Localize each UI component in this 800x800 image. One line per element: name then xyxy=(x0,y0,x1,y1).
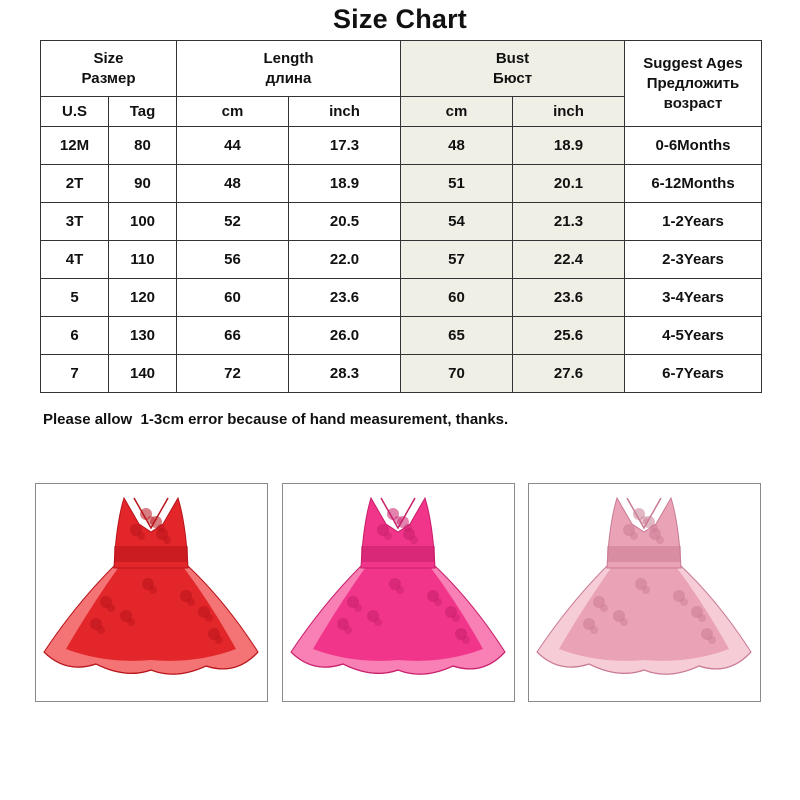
cell-bust-cm: 57 xyxy=(401,241,513,279)
cell-us: 4T xyxy=(41,241,109,279)
cell-us: 6 xyxy=(41,317,109,355)
dress-illustration xyxy=(529,484,760,701)
cell-ages: 6-7Years xyxy=(625,355,762,393)
cell-ages: 3-4Years xyxy=(625,279,762,317)
length-header-en: Length xyxy=(263,49,314,67)
table-header-row xyxy=(41,41,762,97)
size-header xyxy=(41,41,177,97)
bust-header xyxy=(401,41,625,97)
subheader-us: U.S xyxy=(41,97,109,127)
dress-illustration xyxy=(36,484,267,701)
cell-bust-inch: 20.1 xyxy=(513,165,625,203)
cell-tag: 140 xyxy=(109,355,177,393)
cell-ages: 2-3Years xyxy=(625,241,762,279)
cell-ages: 0-6Months xyxy=(625,127,762,165)
cell-length-cm: 52 xyxy=(177,203,289,241)
page-title: Size Chart xyxy=(332,4,468,34)
cell-bust-inch: 22.4 xyxy=(513,241,625,279)
cell-length-inch: 20.5 xyxy=(289,203,401,241)
subheader-length-inch: inch xyxy=(289,97,401,127)
cell-bust-inch: 21.3 xyxy=(513,203,625,241)
cell-bust-cm: 65 xyxy=(401,317,513,355)
table-row xyxy=(41,127,762,165)
cell-length-cm: 56 xyxy=(177,241,289,279)
dress-photo-pink xyxy=(528,483,761,702)
table-row xyxy=(41,203,762,241)
cell-us: 2T xyxy=(41,165,109,203)
cell-bust-cm: 51 xyxy=(401,165,513,203)
cell-us: 5 xyxy=(41,279,109,317)
cell-tag: 110 xyxy=(109,241,177,279)
table-row xyxy=(41,317,762,355)
length-header xyxy=(177,41,401,97)
cell-length-inch: 18.9 xyxy=(289,165,401,203)
dress-illustration xyxy=(283,484,514,701)
ages-header-en: Suggest Ages xyxy=(643,54,743,72)
cell-length-cm: 72 xyxy=(177,355,289,393)
table-row xyxy=(41,165,762,203)
measurement-note: Please allow 1-3cm error because of hand measurement, thanks. xyxy=(43,411,509,428)
cell-length-inch: 26.0 xyxy=(289,317,401,355)
cell-length-cm: 44 xyxy=(177,127,289,165)
subheader-bust-cm: cm xyxy=(401,97,513,127)
bust-header-en: Bust xyxy=(495,49,530,67)
subheader-length-cm: cm xyxy=(177,97,289,127)
cell-bust-inch: 27.6 xyxy=(513,355,625,393)
cell-tag: 80 xyxy=(109,127,177,165)
cell-us: 3T xyxy=(41,203,109,241)
cell-ages: 1-2Years xyxy=(625,203,762,241)
cell-tag: 100 xyxy=(109,203,177,241)
size-chart-table xyxy=(40,40,762,393)
cell-length-cm: 48 xyxy=(177,165,289,203)
cell-tag: 120 xyxy=(109,279,177,317)
cell-bust-cm: 48 xyxy=(401,127,513,165)
table-row xyxy=(41,241,762,279)
cell-ages: 4-5Years xyxy=(625,317,762,355)
subheader-tag: Tag xyxy=(109,97,177,127)
cell-us: 7 xyxy=(41,355,109,393)
cell-bust-cm: 70 xyxy=(401,355,513,393)
cell-length-inch: 22.0 xyxy=(289,241,401,279)
cell-us: 12M xyxy=(41,127,109,165)
cell-length-inch: 28.3 xyxy=(289,355,401,393)
cell-bust-cm: 54 xyxy=(401,203,513,241)
cell-tag: 90 xyxy=(109,165,177,203)
table-row xyxy=(41,355,762,393)
cell-ages: 6-12Months xyxy=(625,165,762,203)
dress-photo-rose xyxy=(282,483,515,702)
cell-bust-inch: 23.6 xyxy=(513,279,625,317)
cell-tag: 130 xyxy=(109,317,177,355)
length-header-ru: длина xyxy=(265,69,312,87)
table-row xyxy=(41,279,762,317)
size-header-ru: Размер xyxy=(81,69,136,87)
cell-length-cm: 60 xyxy=(177,279,289,317)
ages-header xyxy=(625,41,762,127)
size-header-en: Size xyxy=(93,49,124,67)
subheader-bust-inch: inch xyxy=(513,97,625,127)
cell-length-inch: 23.6 xyxy=(289,279,401,317)
ages-header-ru-2: возраст xyxy=(663,94,723,112)
dress-photo-red xyxy=(35,483,268,702)
cell-length-cm: 66 xyxy=(177,317,289,355)
cell-length-inch: 17.3 xyxy=(289,127,401,165)
cell-bust-cm: 60 xyxy=(401,279,513,317)
cell-bust-inch: 25.6 xyxy=(513,317,625,355)
ages-header-ru-1: Предложить xyxy=(646,74,740,92)
bust-header-ru: Бюст xyxy=(492,69,533,87)
cell-bust-inch: 18.9 xyxy=(513,127,625,165)
